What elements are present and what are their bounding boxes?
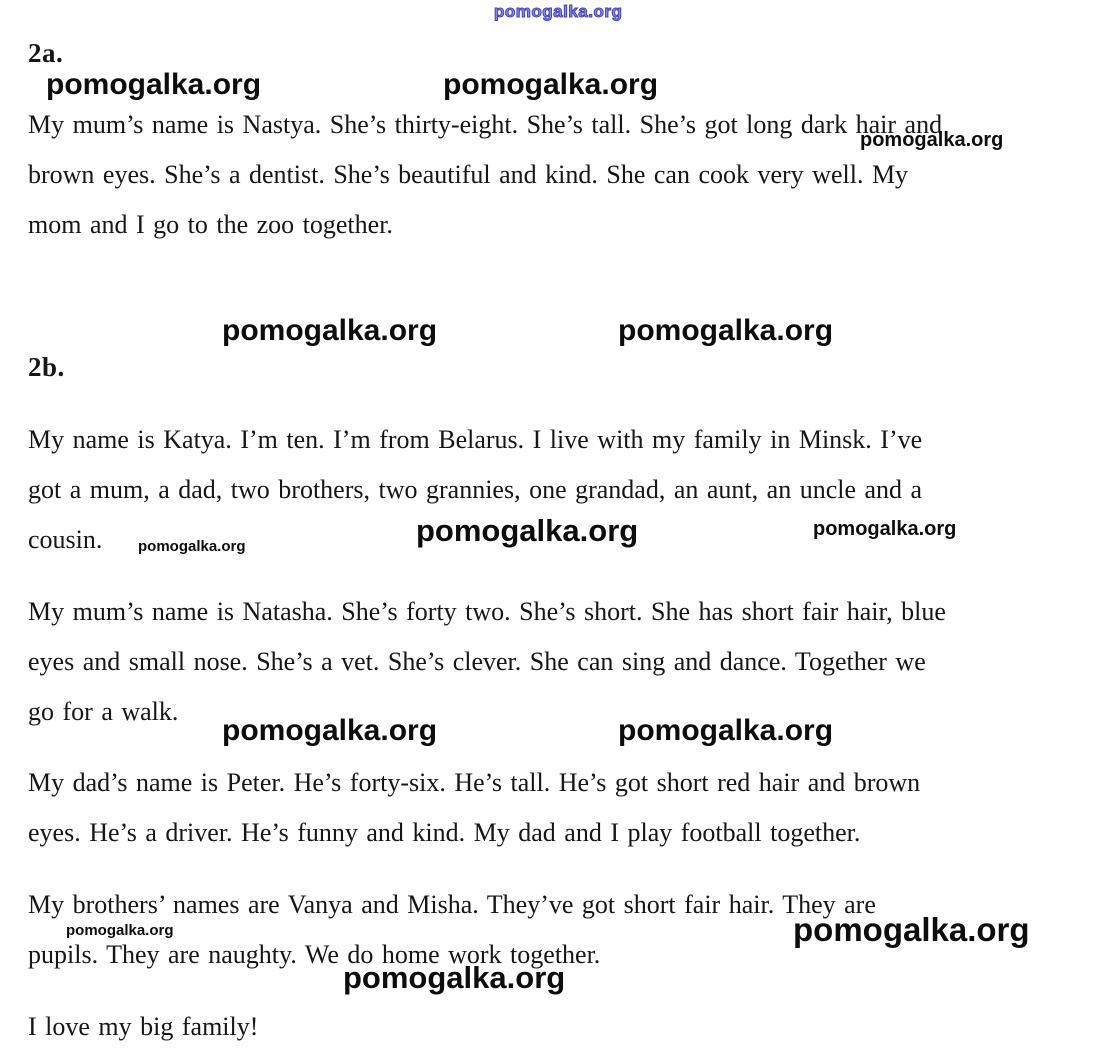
watermark: pomogalka.org (66, 922, 174, 939)
paragraph-katya-line: got a mum, a dad, two brothers, two grannies, one grandad, an aunt, an uncle and a (28, 475, 923, 504)
paragraph-brothers-line: My brothers’ names are Vanya and Misha. They’ve got short fair hair. They are (28, 890, 876, 919)
paragraph-peter-line: My dad’s name is Peter. He’s forty-six. He’s tall. He’s got short red hair and brown (28, 768, 921, 797)
heading-2a: 2a. (28, 38, 64, 68)
paragraph-closing-line: I love my big family! (28, 1012, 259, 1041)
paragraph-natasha-line: My mum’s name is Natasha. She’s forty two. She’s short. She has short fair hair, blue (28, 597, 946, 626)
watermark: pomogalka.org (618, 314, 834, 347)
watermark: pomogalka.org (222, 314, 438, 347)
paragraph-2a (28, 100, 942, 250)
watermark-top: pomogalka.org (494, 2, 623, 21)
paragraph-closing (28, 1002, 258, 1052)
paragraph-peter-line: eyes. He’s a driver. He’s funny and kind. My dad and I play football together. (28, 818, 861, 847)
paragraph-katya-line: My name is Katya. I’m ten. I’m from Belarus. I live with my family in Minsk. I’ve (28, 425, 923, 454)
watermark: pomogalka.org (343, 960, 566, 995)
watermark: pomogalka.org (222, 714, 438, 747)
heading-2b: 2b. (28, 352, 65, 382)
watermark: pomogalka.org (618, 714, 834, 747)
watermark: pomogalka.org (138, 538, 246, 555)
paragraph-katya-line: cousin. (28, 525, 103, 554)
paragraph-2a-line: My mum’s name is Nastya. She’s thirty-eight. She’s tall. She’s got long dark hair and (28, 110, 943, 139)
paragraph-2a-line: mom and I go to the zoo together. (28, 210, 393, 239)
paragraph-peter (28, 758, 920, 858)
watermark: pomogalka.org (793, 911, 1030, 948)
watermark: pomogalka.org (813, 518, 957, 540)
watermark: pomogalka.org (416, 513, 639, 548)
paragraph-natasha-line: go for a walk. (28, 697, 179, 726)
paragraph-2a-line: brown eyes. She’s a dentist. She’s beautiful and kind. She can cook very well. My (28, 160, 909, 189)
watermark: pomogalka.org (860, 129, 1004, 151)
watermark: pomogalka.org (46, 68, 262, 101)
watermark: pomogalka.org (443, 68, 659, 101)
paragraph-natasha-line: eyes and small nose. She’s a vet. She’s clever. She can sing and dance. Together we (28, 647, 926, 676)
paragraph-brothers-line: pupils. They are naughty. We do home work together. (28, 940, 601, 969)
